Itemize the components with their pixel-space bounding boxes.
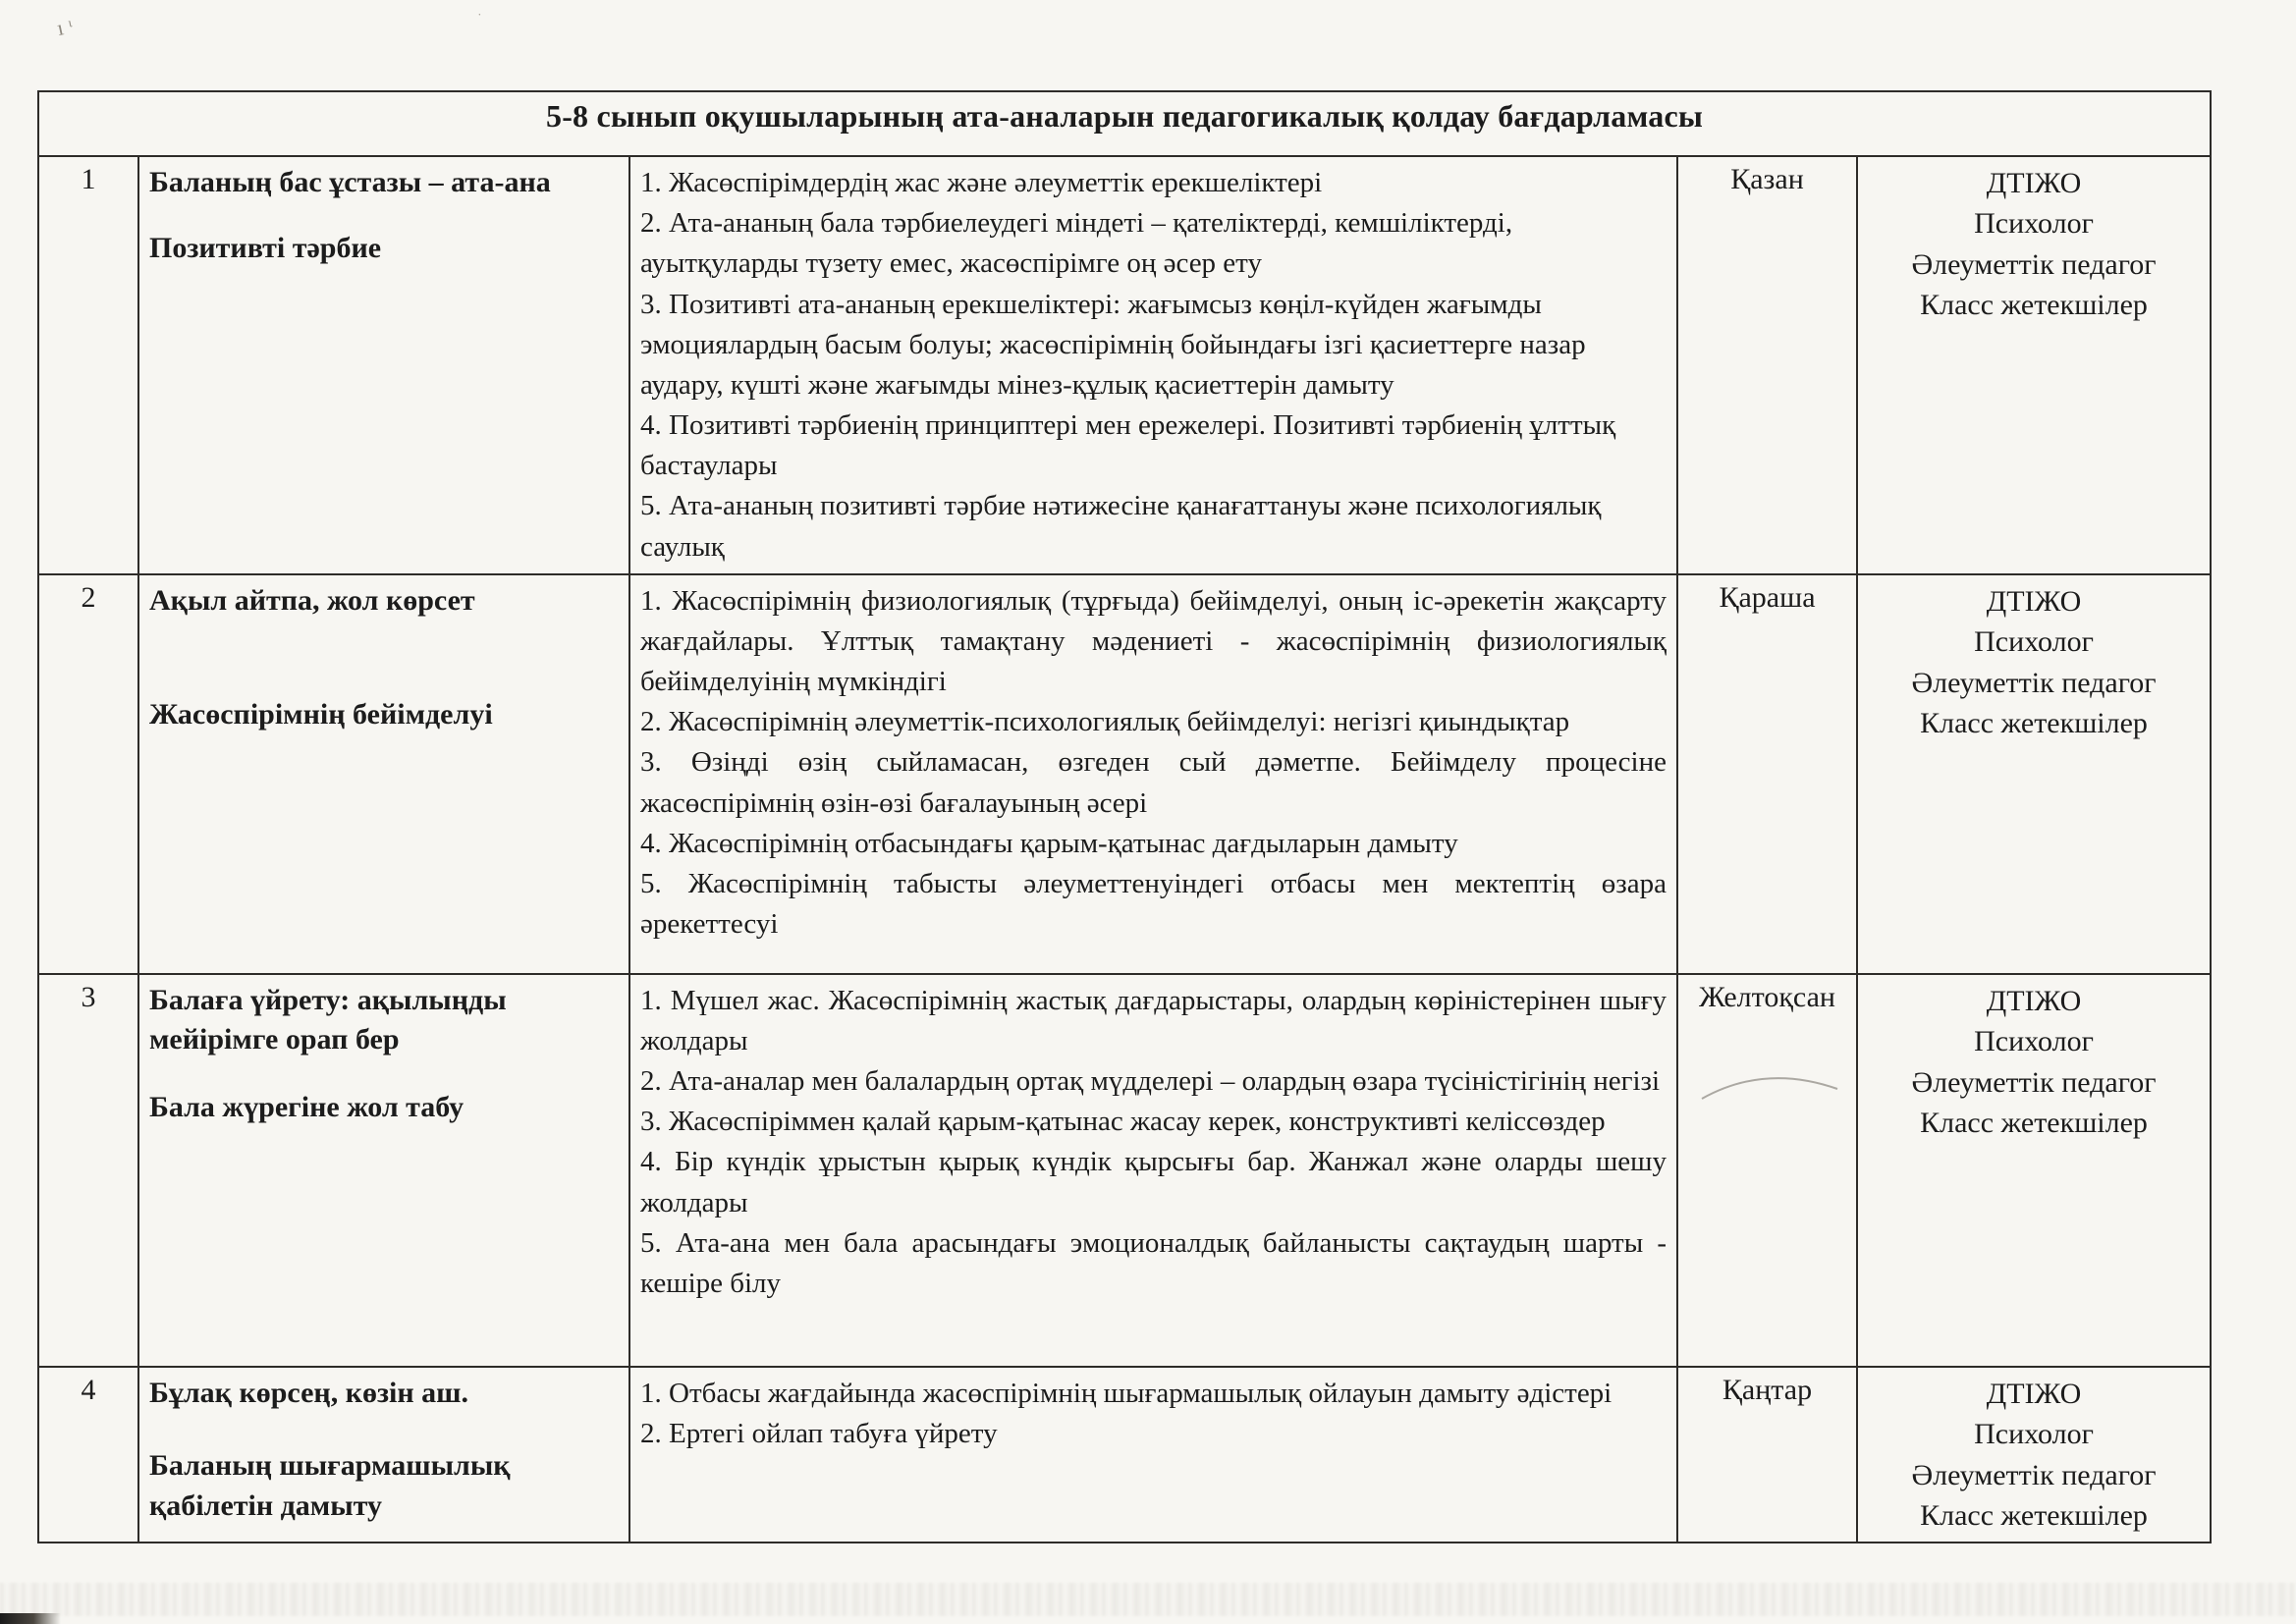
table-row	[38, 156, 2211, 574]
topic-sub: Баланың шығармашылық қабілетін дамыту	[149, 1449, 511, 1522]
list-item: 1. Жасөспірімдердің жас және әлеуметтік ерекшеліктері	[640, 167, 1323, 198]
topic-main: Бұлақ көрсең, көзін аш.	[149, 1376, 468, 1409]
responsible-line: Класс жетекшілер	[1920, 706, 2148, 739]
responsible-line: Психолог	[1974, 625, 2094, 659]
program-table	[37, 90, 2212, 1543]
list-item: 2. Жасөспірімнің әлеуметтік-психологиялық бейімделуі: негізгі қиындықтар	[640, 706, 1570, 738]
responsible-line: Класс жетекшілер	[1920, 289, 2148, 322]
responsible-line: Психолог	[1974, 207, 2094, 241]
month-cell	[1677, 156, 1857, 574]
responsible-line: ДТІЖО	[1986, 984, 2082, 1017]
list-item: 4. Жасөспірімнің отбасындағы қарым-қатынас дағдыларын дамыту	[640, 827, 1458, 859]
content-cell	[629, 974, 1677, 1367]
responsible-line: Әлеуметтік педагог	[1911, 1065, 2157, 1099]
scan-dot-artifact: ˙	[477, 12, 482, 27]
responsible-line: Класс жетекшілер	[1920, 1106, 2148, 1139]
topic-cell	[138, 156, 629, 574]
list-item: 5. Ата-ананың позитивті тәрбие нәтижесіне қанағаттануы және психологиялық саулық	[640, 490, 1602, 563]
list-item: 3. Позитивті ата-ананың ерекшеліктері: жағымсыз көңіл-күйден жағымды эмоциялардың басым болуы; жасөспірімнің бойындағы ізгі қасиеттерге назар аудару, күшті және жағымды мінез-құлық қасиеттерін дамыту	[640, 288, 1586, 401]
table-row	[38, 974, 2211, 1367]
topic-main: Балаға үйрету: ақылыңды мейірімге орап бер	[149, 983, 507, 1056]
month-label: Қараша	[1719, 580, 1816, 614]
list-item: 4. Бір күндік ұрыстын қырық күндік қырсығы бар. Жанжал және оларды шешу жолдары	[640, 1146, 1667, 1218]
responsible-line: Психолог	[1974, 1025, 2094, 1058]
topic-sub: Позитивті тәрбие	[149, 231, 382, 264]
content-cell	[629, 574, 1677, 974]
table-row	[38, 1367, 2211, 1543]
list-item: 4. Позитивті тәрбиенің принциптері мен ережелері. Позитивті тәрбиенің ұлттық бастаулары	[640, 409, 1616, 482]
topic-main: Ақыл айтпа, жол көрсет	[149, 583, 475, 617]
scan-curve-artifact	[1696, 1061, 1843, 1105]
topic-cell	[138, 574, 629, 974]
row-number: 1	[38, 156, 138, 574]
month-label: Қаңтар	[1722, 1373, 1813, 1406]
content-cell	[629, 1367, 1677, 1543]
list-item: 3. Өзіңді өзің сыйламасан, өзгеден сый дәметпе. Бейімделу процесіне жасөспірімнің өзін-өзі бағалауының әсері	[640, 746, 1667, 819]
scan-corner-smudge-artifact	[0, 1613, 61, 1624]
list-item: 1. Мүшел жас. Жасөспірімнің жастық дағдарыстары, олардың көріністерінен шығу жолдары	[640, 984, 1667, 1056]
topic-sub: Бала жүрегіне жол табу	[149, 1090, 465, 1123]
responsible-cell	[1857, 574, 2211, 974]
scan-pen-artifact: ıᶥ	[54, 11, 82, 41]
list-item: 1. Отбасы жағдайында жасөспірімнің шығармашылық ойлауын дамыту әдістері	[640, 1377, 1613, 1409]
table-row	[38, 574, 2211, 974]
month-cell	[1677, 1367, 1857, 1543]
list-item: 5. Жасөспірімнің табысты әлеуметтенуіндегі отбасы мен мектептің өзара әрекеттесуі	[640, 867, 1667, 941]
list-item: 2. Ертегі ойлап табуға үйрету	[640, 1417, 998, 1449]
month-label: Желтоқсан	[1699, 980, 1835, 1013]
topic-sub: Жасөспірімнің бейімделуі	[149, 698, 493, 731]
topic-cell	[138, 1367, 629, 1543]
scan-noise-artifact	[0, 1583, 2296, 1616]
row-number: 3	[38, 974, 138, 1367]
page-title: 5-8 сынып оқушыларының ата-аналарын педагогикалық қолдау бағдарламасы	[38, 91, 2211, 156]
responsible-line: ДТІЖО	[1986, 584, 2082, 618]
content-cell	[629, 156, 1677, 574]
responsible-line: Әлеуметтік педагог	[1911, 666, 2157, 699]
responsible-line: ДТІЖО	[1986, 167, 2082, 199]
responsible-cell	[1857, 1367, 2211, 1543]
row-number: 4	[38, 1367, 138, 1543]
list-item: 1. Жасөспірімнің физиологиялық (тұрғыда) бейімделуі, оның іс-әрекетін жақсарту жағдайлары. Ұлттық тамақтану мәдениеті - жасөспірімнің физиологиялық бейімделуінің мүмкіндігі	[640, 584, 1667, 698]
list-item: 2. Ата-ананың бала тәрбиелеудегі міндеті – қателіктерді, кемшіліктерді, ауытқуларды түзету емес, жасөспірімге оң әсер ету	[640, 207, 1513, 280]
list-item: 2. Ата-аналар мен балалардың ортақ мүдделері – олардың өзара түсіністігінің негізі	[640, 1065, 1661, 1098]
responsible-cell	[1857, 974, 2211, 1367]
row-number: 2	[38, 574, 138, 974]
responsible-line: Класс жетекшілер	[1920, 1498, 2148, 1532]
table-header-row	[38, 91, 2211, 156]
month-label: Қазан	[1730, 163, 1804, 195]
responsible-cell	[1857, 156, 2211, 574]
responsible-line: Психолог	[1974, 1418, 2094, 1451]
responsible-line: Әлеуметтік педагог	[1911, 247, 2157, 281]
month-cell	[1677, 574, 1857, 974]
month-cell	[1677, 974, 1857, 1367]
topic-cell	[138, 974, 629, 1367]
list-item: 3. Жасөспіріммен қалай қарым-қатынас жасау керек, конструктивті келіссөздер	[640, 1106, 1606, 1138]
topic-main: Баланың бас ұстазы – ата-ана	[149, 166, 551, 198]
responsible-line: Әлеуметтік педагог	[1911, 1458, 2157, 1491]
list-item: 5. Ата-ана мен бала арасындағы эмоционалдық байланысты сақтаудың шарты - кешіре білу	[640, 1226, 1667, 1299]
responsible-line: ДТІЖО	[1986, 1377, 2082, 1410]
